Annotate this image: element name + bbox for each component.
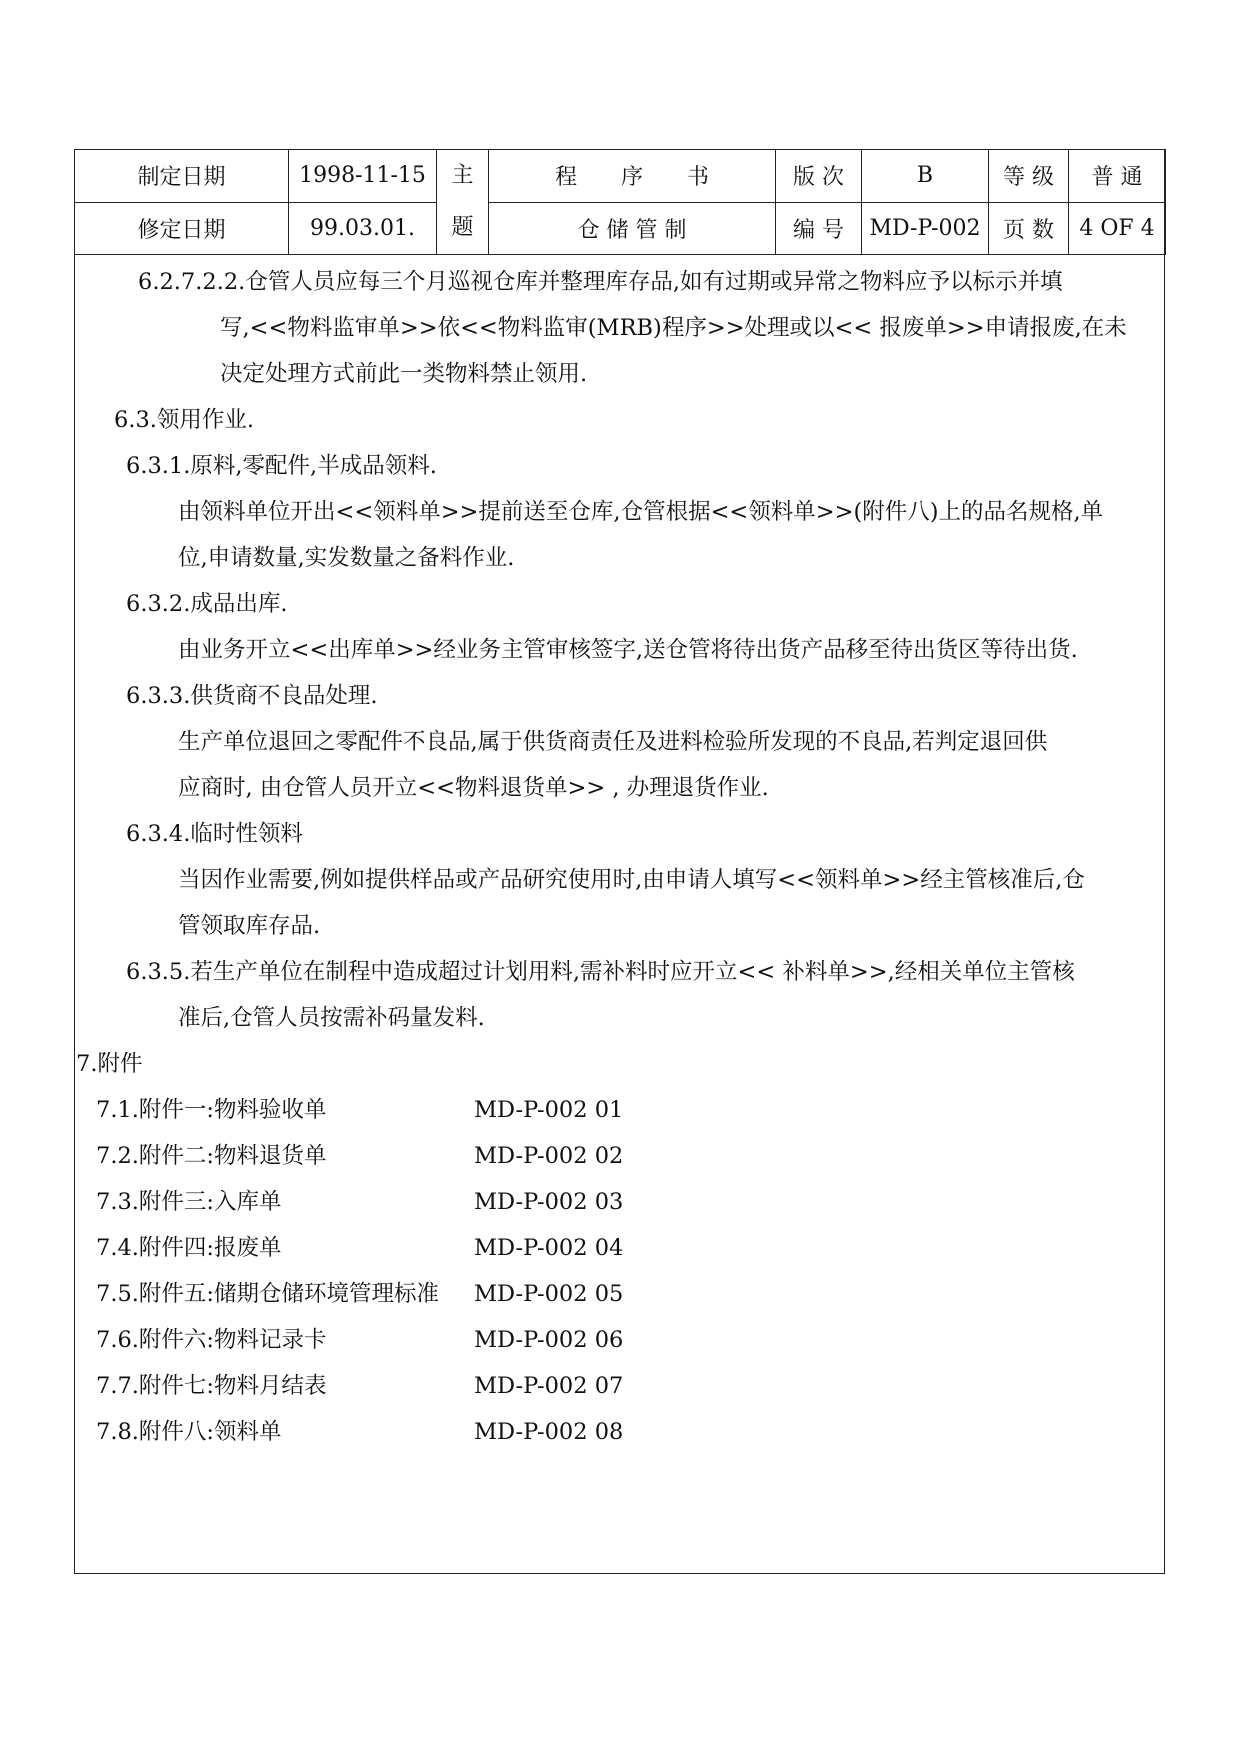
version-value: B xyxy=(862,150,989,203)
paragraph-line: 准后,仓管人员按需补码量发料. xyxy=(178,1005,485,1031)
paragraph-line: 生产单位退回之零配件不良品,属于供货商责任及进料检验所发现的不良品,若判定退回供 xyxy=(178,729,1048,755)
attachment-label: 7.5.附件五:储期仓储环境管理标准 xyxy=(96,1281,440,1307)
attachment-code: MD-P-002 07 xyxy=(474,1373,624,1399)
level-value: 普 通 xyxy=(1069,150,1166,203)
paragraph-line: 6.2.7.2.2.仓管人员应每三个月巡视仓库并整理库存品,如有过期或异常之物料应予以标示并填 xyxy=(138,269,1063,295)
attachment-code: MD-P-002 03 xyxy=(474,1189,624,1215)
subsection-heading: 6.3.1.原料,零配件,半成品领料. xyxy=(126,453,437,479)
paragraph-line: 由领料单位开出<<领料单>>提前送至仓库,仓管根据<<领料单>>(附件八)上的品名规格,单 xyxy=(178,499,1104,525)
section-heading: 6.3.领用作业. xyxy=(114,407,255,433)
attachment-label: 7.7.附件七:物料月结表 xyxy=(96,1373,327,1399)
revised-date-label: 修定日期 xyxy=(75,202,289,255)
code-value: MD-P-002 xyxy=(862,202,989,255)
attachment-label: 7.3.附件三:入库单 xyxy=(96,1189,282,1215)
version-label: 版 次 xyxy=(776,150,862,203)
attachment-label: 7.1.附件一:物料验收单 xyxy=(96,1097,327,1123)
attachment-label: 7.2.附件二:物料退货单 xyxy=(96,1143,327,1169)
attachment-label: 7.4.附件四:报废单 xyxy=(96,1235,282,1261)
paragraph-line: 写,<<物料监审单>>依<<物料监审(MRB)程序>>处理或以<< 报废单>>申请报废,在未 xyxy=(220,315,1127,341)
revised-date-value: 99.03.01. xyxy=(289,202,437,255)
subsection-heading: 6.3.2.成品出库. xyxy=(126,591,288,617)
doc-type: 程 序 书 xyxy=(489,150,776,203)
attachment-code: MD-P-002 08 xyxy=(474,1419,624,1445)
made-date-label: 制定日期 xyxy=(75,150,289,203)
paragraph-line: 决定处理方式前此一类物料禁止领用. xyxy=(220,361,588,387)
page-label: 页 数 xyxy=(989,202,1069,255)
subsection-heading: 6.3.4.临时性领料 xyxy=(126,821,303,847)
doc-title: 仓 储 管 制 xyxy=(489,202,776,255)
section-heading: 7.附件 xyxy=(76,1051,143,1077)
attachment-label: 7.6.附件六:物料记录卡 xyxy=(96,1327,327,1353)
paragraph-line: 管领取库存品. xyxy=(178,913,321,939)
attachment-code: MD-P-002 01 xyxy=(474,1097,624,1123)
code-label: 编 号 xyxy=(776,202,862,255)
subject-label xyxy=(437,150,489,255)
paragraph-line: 当因作业需要,例如提供样品或产品研究使用时,由申请人填写<<领料单>>经主管核准后,仓 xyxy=(178,867,1085,893)
subsection-heading: 6.3.3.供货商不良品处理. xyxy=(126,683,378,709)
page-value: 4 OF 4 xyxy=(1069,202,1166,255)
paragraph-line: 由业务开立<<出库单>>经业务主管审核签字,送仓管将待出货产品移至待出货区等待出货. xyxy=(178,637,1078,663)
attachment-code: MD-P-002 05 xyxy=(474,1281,624,1307)
made-date-value: 1998-11-15 xyxy=(289,150,437,203)
attachment-code: MD-P-002 06 xyxy=(474,1327,624,1353)
paragraph-line: 应商时, 由仓管人员开立<<物料退货单>> , 办理退货作业. xyxy=(178,775,769,801)
attachment-code: MD-P-002 04 xyxy=(474,1235,624,1261)
subject-label-1: 主 xyxy=(451,163,474,188)
attachment-label: 7.8.附件八:领料单 xyxy=(96,1419,282,1445)
subject-label-2: 题 xyxy=(451,215,474,240)
level-label: 等 级 xyxy=(989,150,1069,203)
paragraph-line: 位,申请数量,实发数量之备料作业. xyxy=(178,545,515,571)
subsection-heading: 6.3.5.若生产单位在制程中造成超过计划用料,需补料时应开立<< 补料单>>,经相关单位主管核 xyxy=(126,959,1075,985)
header-table xyxy=(74,149,1166,255)
attachment-code: MD-P-002 02 xyxy=(474,1143,624,1169)
